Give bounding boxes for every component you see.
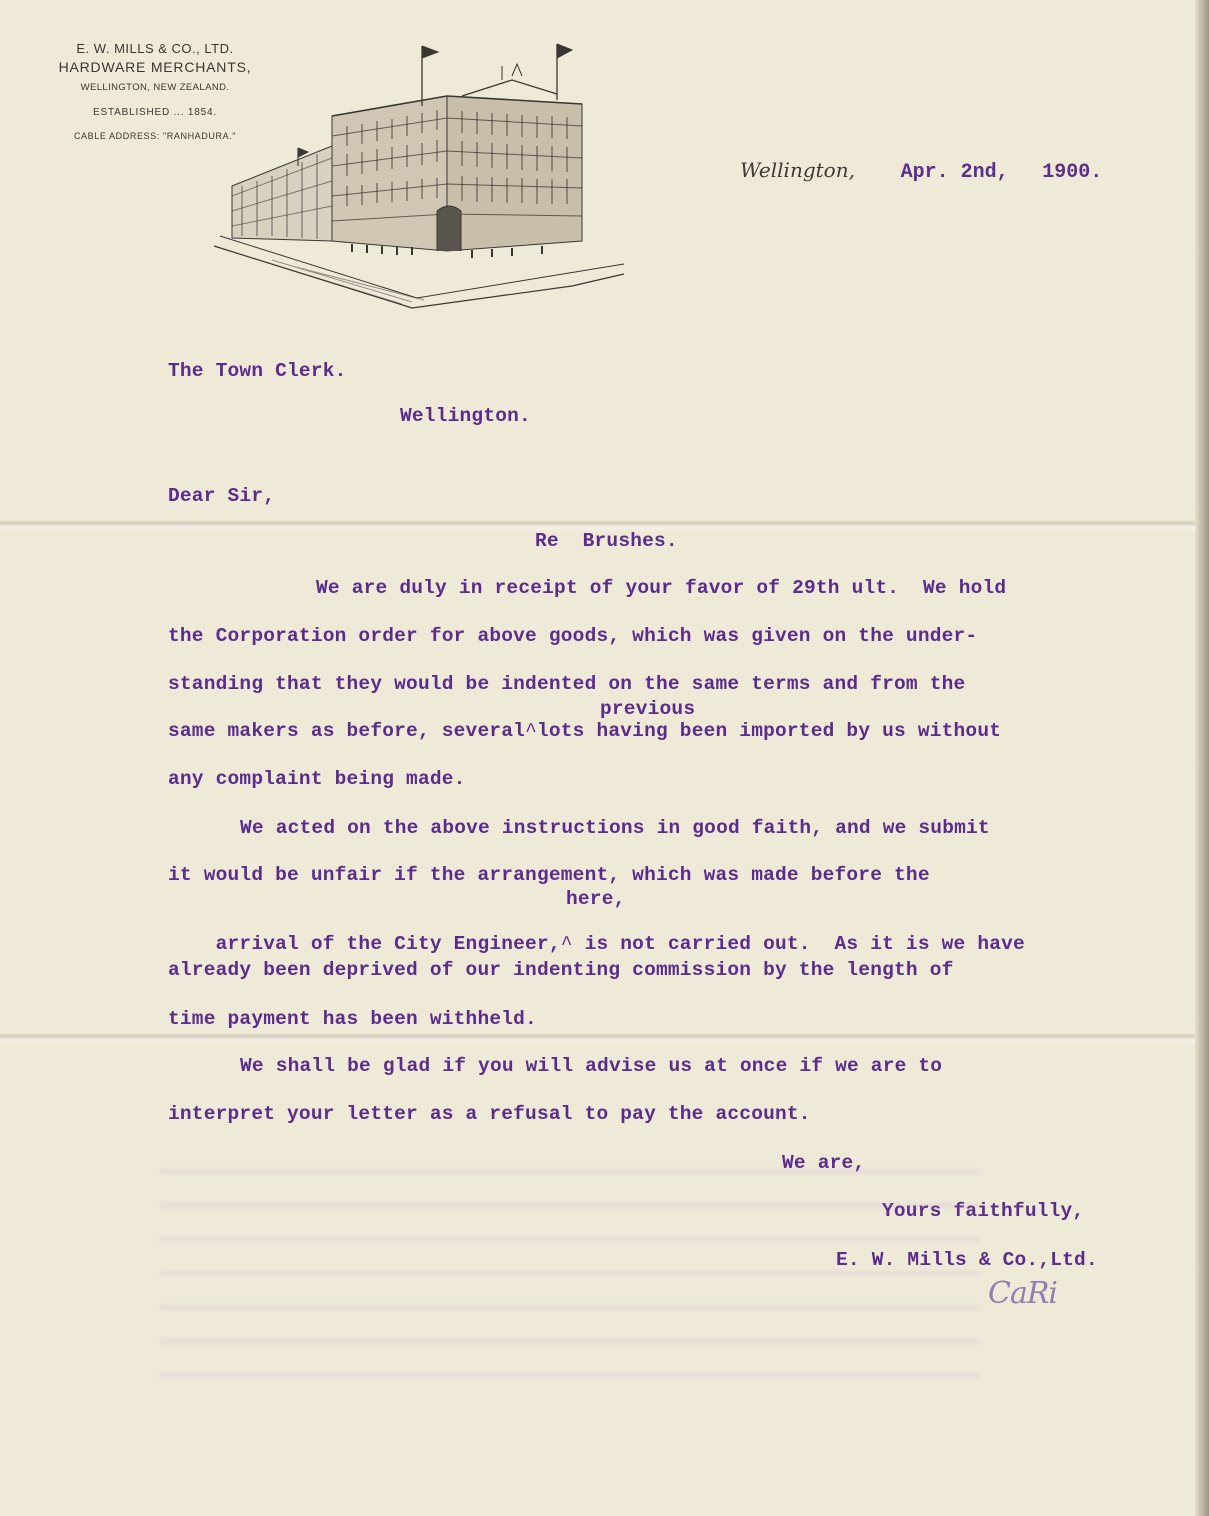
closing-firm: E. W. Mills & Co.,Ltd. (836, 1249, 1098, 1271)
body-line: We acted on the above instructions in good faith, and we submit (240, 817, 990, 839)
dateline-year: 1900. (1042, 161, 1103, 184)
dateline-date: Apr. 2nd, (900, 161, 1009, 184)
body-line: the Corporation order for above goods, which was given on the under- (168, 625, 978, 647)
recipient-name: The Town Clerk. (168, 360, 347, 382)
signature-initials: CaRi (988, 1276, 1058, 1311)
insertion-caret: ^ (525, 720, 537, 742)
letterhead-cable: CABLE ADDRESS: "RANHADURA." (73, 131, 237, 141)
body-segment: is not carried out. As it is we have (572, 933, 1025, 955)
body-line: any complaint being made. (168, 768, 466, 790)
closing-yours: Yours faithfully, (882, 1200, 1085, 1222)
insertion-caret: ^ (560, 933, 573, 955)
dateline (740, 158, 1102, 184)
body-line: time payment has been withheld. (168, 1008, 537, 1030)
body-line: We shall be glad if you will advise us at once if we are to (240, 1055, 943, 1077)
body-segment: same makers as before, several (168, 720, 526, 742)
closing-we-are: We are, (782, 1152, 866, 1174)
letterhead-trade: HARDWARE MERCHANTS, (58, 59, 252, 75)
dateline-place: Wellington, (740, 158, 855, 182)
body-line: We are duly in receipt of your favor of 29th ult. We hold (316, 577, 1007, 599)
building-engraving (212, 36, 627, 311)
body-segment: arrival of the City Engineer, (215, 933, 561, 955)
insertion-here: here, (566, 888, 626, 910)
body-line: it would be unfair if the arrangement, which was made before the (168, 864, 930, 886)
page-edge-shadow (1195, 0, 1209, 1516)
insertion-previous: previous (600, 698, 696, 720)
letterhead-established: ESTABLISHED ... 1854. (93, 107, 217, 118)
subject-line: Re Brushes. (535, 530, 678, 552)
body-segment: lots having been imported by us without (536, 720, 1002, 742)
body-line (168, 720, 1001, 742)
recipient-city: Wellington. (400, 405, 531, 427)
body-line: interpret your letter as a refusal to pay the account. (168, 1103, 811, 1125)
body-line: already been deprived of our indenting commission by the length of (168, 959, 954, 981)
offset-ink-ghosting (160, 1170, 980, 1400)
salutation: Dear Sir, (168, 485, 276, 507)
letterhead-company: E. W. MILLS & CO., LTD. (76, 41, 234, 56)
body-line: standing that they would be indented on the same terms and from the (168, 673, 966, 695)
letterhead-location: WELLINGTON, NEW ZEALAND. (80, 82, 230, 93)
